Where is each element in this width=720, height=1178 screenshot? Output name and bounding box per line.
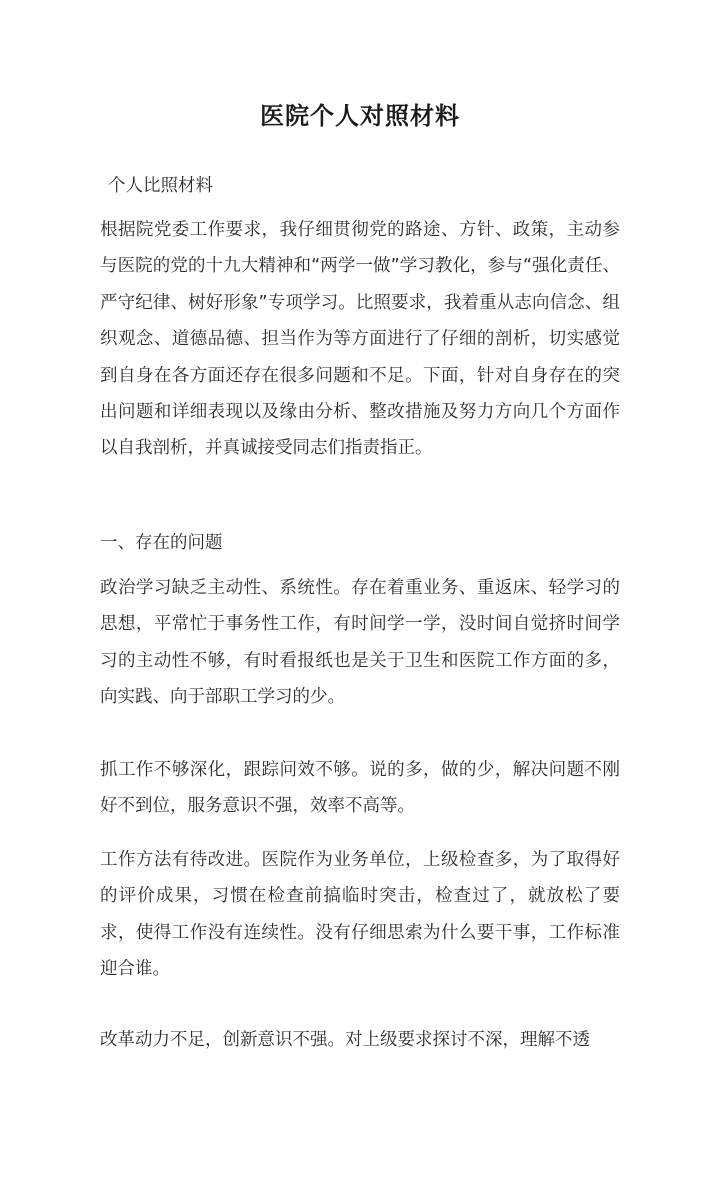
- paragraph-work-method: 工作方法有待改进。医院作为业务单位，上级检查多，为了取得好的评价成果，习惯在检查前搞临时突击，检查过了，就放松了要求，使得工作没有连续性。没有仔细思索为什么要干事，工作标准迎合谁。: [100, 850, 620, 980]
- paragraph-reform: 改革动力不足，创新意识不强。对上级要求探讨不深，理解不透: [100, 1030, 590, 1050]
- paragraph-political-study: 政治学习缺乏主动性、系统性。存在着重业务、重返床、轻学习的思想，平常忙于事务性工作，有时间学一学，没时间自觉挤时间学习的主动性不够，有时看报纸也是关于卫生和医院工作方面的多，向实践、向于部职工学习的少。: [100, 578, 620, 708]
- document-subtitle: 个人比照材料: [108, 176, 213, 196]
- paragraph-intro: 根据院党委工作要求，我仔细贯彻党的路途、方针、政策，主动参与医院的党的十九大精神和“两学一做”学习教化，参与“强化责任、严守纪律、树好形象”专项学习。比照要求，我着重从志向信念、组织观念、道德品德、担当作为等方面进行了仔细的剖析，切实感觉到自身在各方面还存在很多问题和不足。下面，针对自身存在的突出问题和详细表现以及缘由分析、整改措施及努力方向几个方面作以自我剖析，并真诚接受同志们指责指正。: [100, 220, 620, 459]
- paragraph-work-depth: 抓工作不够深化，跟踪问效不够。说的多，做的少，解决问题不刚好不到位，服务意识不强，效率不高等。: [100, 760, 620, 817]
- document-title: 医院个人对照材料: [260, 101, 460, 130]
- section-heading-problems: 一、存在的问题: [100, 533, 223, 553]
